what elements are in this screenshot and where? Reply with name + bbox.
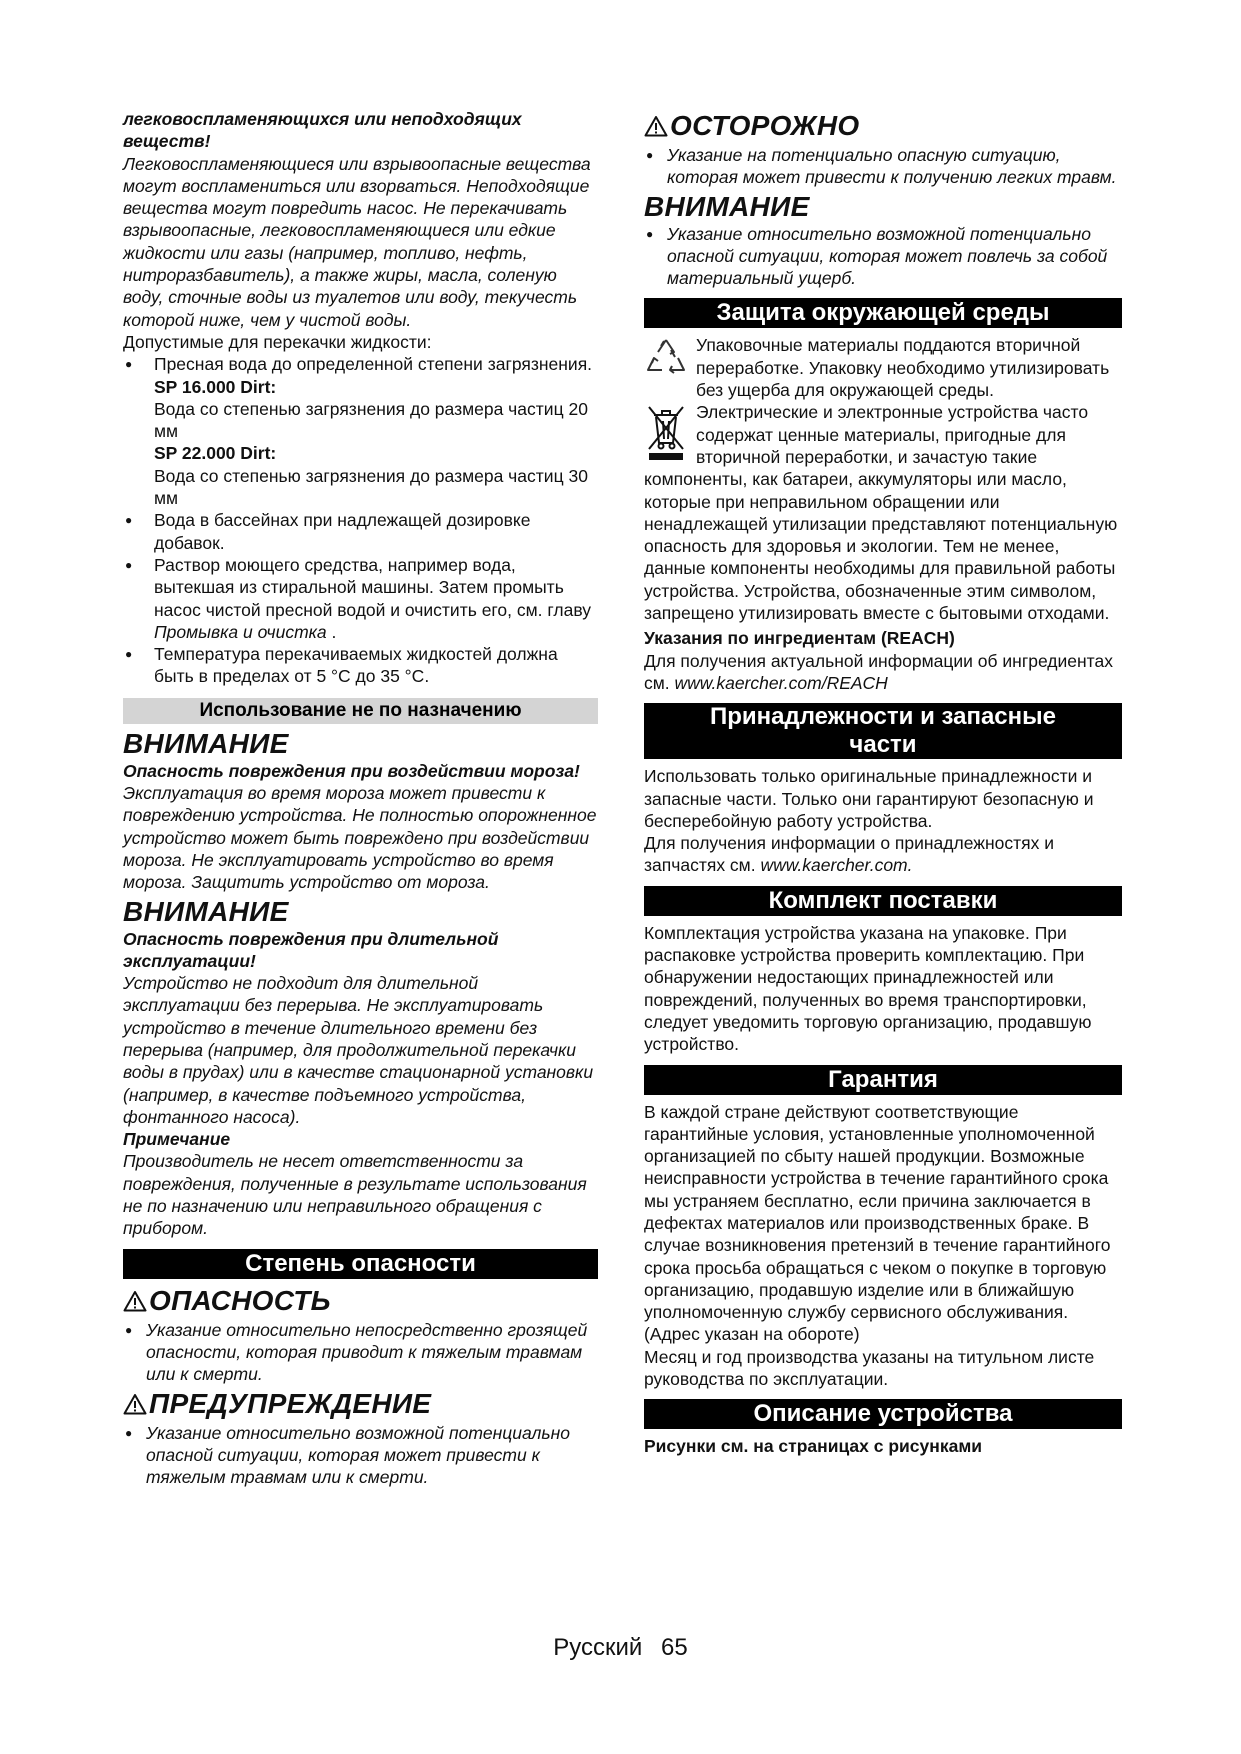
section-heading-accessories: Принадлежности и запасные части [644,703,1122,759]
section-heading-device-description: Описание устройства [644,1399,1122,1429]
attention-title: ВНИМАНИЕ [644,190,810,222]
warranty-address: (Адрес указан на обороте) [644,1324,860,1345]
attention-subtitle: Опасность повреждения при длительной эксплуатации! [123,928,499,971]
caution-title: ОСТОРОЖНО [670,110,860,141]
warning-triangle-icon [644,112,668,144]
permissible-list [123,353,598,687]
danger-text: ● Указание относительно непосредственно грозящей опасности, которая приводит к тяжелым травмам или к смерти. [123,1319,598,1386]
section-heading-misuse: Использование не по назначению [123,698,598,724]
section-heading-scope-of-delivery: Комплект поставки [644,886,1122,916]
reach-title: Указания по ингредиентам (REACH) [644,628,955,649]
section-heading-environment: Защита окружающей среды [644,298,1122,328]
accessories-text: Использовать только оригинальные принадлежности и запасные части. Только они гарантируют безопасную и бесперебойную работу устройства. [644,766,1094,831]
accessories-info: Для получения информации о принадлежностях и запчастях см. www.kaercher.com. [644,833,1054,876]
caution-title-row [644,110,1122,144]
accessories-link[interactable]: www.kaercher.com. [760,855,913,876]
caution-text: ● Указание на потенциально опасную ситуацию, которая может привести к получению легких травм. [644,144,1122,189]
warranty-date: Месяц и год производства указаны на титульном листе руководства по эксплуатации. [644,1346,1095,1390]
attention-text: ● Указание относительно возможной потенциально опасной ситуации, которая может повлечь за собой материальный ущерб. [644,223,1122,290]
intro-bold: легковоспламеняющихся или неподходящих веществ! [123,109,522,152]
description-text: Рисунки см. на страницах с рисунками [644,1436,983,1457]
section-heading-warranty: Гарантия [644,1065,1122,1095]
sp16-label: SP 16.000 Dirt: [154,376,277,397]
crossed-bin-icon [644,403,688,466]
warranty-text: В каждой стране действуют соответствующие гарантийные условия, установленные уполномоченной организацией по сбыту нашей продукции. Возможные неисправности устройства в течение гарантийного срока мы устраняем бесплатно, если причина заключается в дефектах материалов или производственных браке. В случае возникновения претензий в течение гарантийного срока просьба обращаться с чеком о покупке в торговую организацию, продавшую изделие или в ближайшую уполномоченную службу сервисного обслуживания. [644,1101,1111,1323]
scope-text: Комплектация устройства указана на упаковке. При распаковке устройства проверить комплектацию. При обнаружении недостающих принадлежностей или повреждений, полученных во время транспортировки, следует уведомить торговую организацию, продавшую устройство. [644,922,1092,1055]
sp16-text: Вода со степенью загрязнения до размера частиц 20 мм [154,398,588,442]
reach-text: Для получения актуальной информации об ингредиентах см. www.kaercher.com/REACH [644,650,1113,693]
env-packaging: Упаковочные материалы поддаются вторичной переработке. Упаковку необходимо утилизировать без ущерба для окружающей среды. [644,334,1122,401]
reach-link[interactable]: www.kaercher.com/REACH [674,672,888,693]
sp22-text: Вода со степенью загрязнения до размера частиц 30 мм [154,465,588,509]
list-item: ● Вода в бассейнах при надлежащей дозировке добавок. [123,509,598,554]
list-item: ● Температура перекачиваемых жидкостей должна быть в пределах от 5 °C до 35 °C. [123,643,598,688]
env-electronics: Электрические и электронные устройства часто содержат ценные материалы, пригодные для вторичной переработки, и зачастую такие компоненты, как батареи, аккумуляторы или масло, которые при неправильном обращении или ненадлежащей утилизации представляют потенциальную опасность для здоровья и экологии. Тем не менее, данные компоненты необходимы для правильной работы устройства. Устройства, обозначенные этим символом, запрещено утилизировать вместе с бытовыми отходами. [644,402,1118,624]
right-column [644,108,1122,1458]
left-column [123,108,598,1488]
section-heading-hazard-levels: Степень опасности [123,1249,598,1279]
attention-title: ВНИМАНИЕ [123,895,289,927]
warning-text: ● Указание относительно возможной потенциально опасной ситуации, которая может привести к тяжелым травмам или к смерти. [123,1422,598,1489]
danger-title: ОПАСНОСТЬ [149,1284,331,1316]
permissible-heading: Допустимые для перекачки жидкости: [123,331,432,352]
sp22-label: SP 22.000 Dirt: [154,443,277,464]
intro-text: Легковоспламеняющиеся или взрывоопасные вещества могут воспламениться или взорваться. Неподходящие вещества могут повредить насос. Не перекачивать взрывоопасные, легковоспламеняющиеся или едкие жидкости или газы (например, топливо, нефть, нитроразбавитель), а также жиры, масла, соленую воду, сточные воды из туалетов или воду, текучесть которой ниже, чем у чистой воды. [123,153,591,330]
page-footer [0,1633,1241,1663]
warning-triangle-icon [123,1390,147,1422]
attention-text: Эксплуатация во время мороза может привести к повреждению устройства. Не полностью опорожненное устройство может быть повреждено при воздействии мороза. Не эксплуатировать устройство во время мороза. Защитить устройство от мороза. [123,783,597,893]
warning-title: ПРЕДУПРЕЖДЕНИЕ [149,1387,432,1419]
warning-title-row [123,1388,598,1422]
attention-subtitle: Опасность повреждения при воздействии мороза! [123,760,580,781]
chapter-reference: Промывка и очистка [154,621,327,642]
danger-title-row [123,1285,598,1319]
attention-title: ВНИМАНИЕ [123,727,289,759]
page-number: 65 [661,1634,688,1661]
warning-triangle-icon [123,1287,147,1319]
footer-language: Русский [553,1634,643,1661]
note-text: Производитель не несет ответственности за повреждения, полученные в результате использования не по назначению или неправильного обращения с прибором. [123,1151,587,1239]
note-title: Примечание [123,1129,231,1150]
list-item: ● Раствор моющего средства, например вода, вытекшая из стиральной машины. Затем промыть насос чистой пресной водой и очистить его, см. главу Промывка и очистка . [123,554,598,643]
list-item: ● Пресная вода до определенной степени загрязнения. SP 16.000 Dirt: Вода со степенью загрязнения до размера частиц 20 мм SP 22.000 Dirt: Вода со степенью загрязнения до размера частиц 30 мм [123,353,598,509]
recycling-icon [644,336,688,381]
attention-text: Устройство не подходит для длительной эксплуатации без перерыва. Не эксплуатировать устройство в течение длительного времени без перерыва (например, для продолжительной перекачки воды в прудах) или в качестве стационарной установки (например, в качестве подъемного устройства, фонтанного насоса). [123,973,594,1127]
